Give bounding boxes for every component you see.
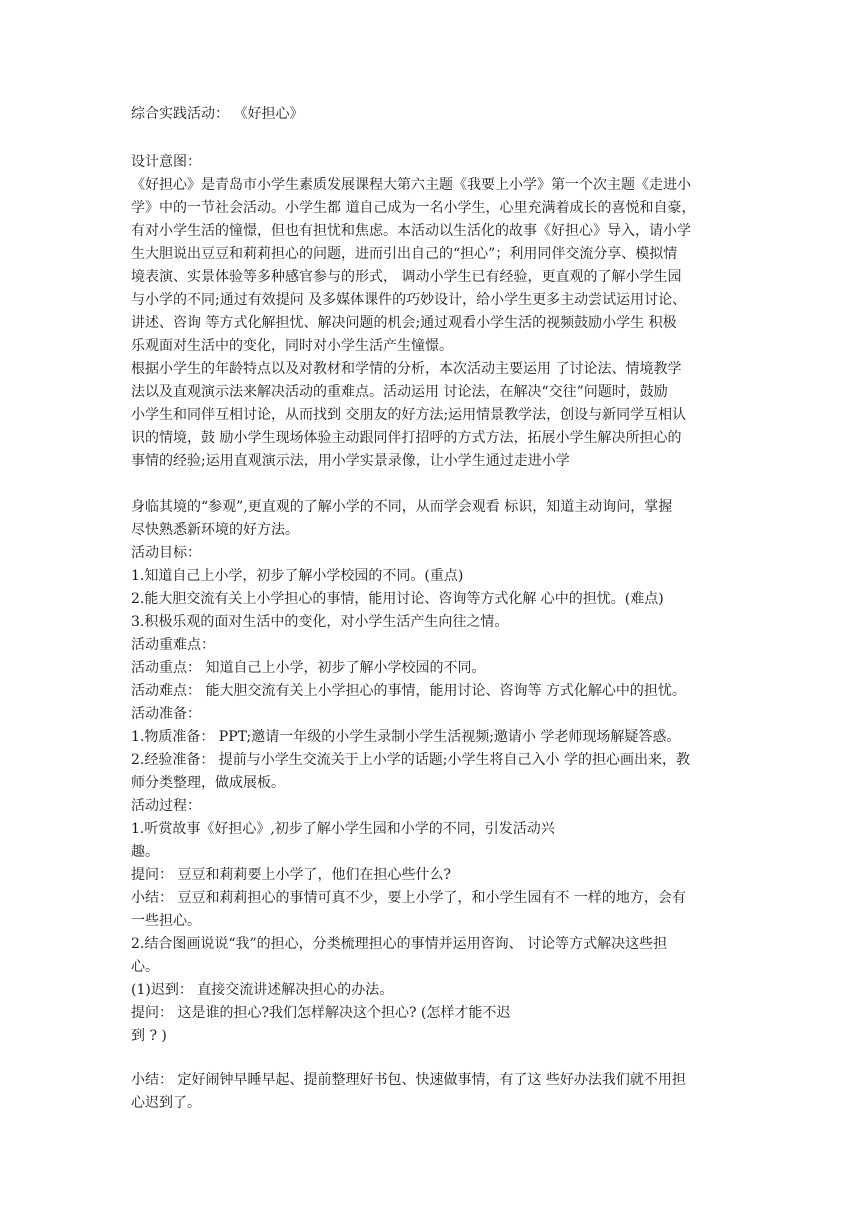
intent-line: 《好担心》是青岛市小学生素质发展课程大第六主题《我要上小学》第一个次主题《走进小 <box>131 177 691 193</box>
process-line: 提问： 豆豆和莉莉要上小学了，他们在担心些什么? <box>131 867 451 883</box>
intent-line: 根据小学生的年龄特点以及对教材和学情的分析，本次活动主要运用 了讨论法、情境教学 <box>131 361 682 377</box>
activity-title: 综合实践活动： 《好担心》 <box>131 106 304 122</box>
intent-line: 事情的经验;运用直观演示法，用小学实景录像，让小学生通过走进小学 <box>131 453 570 469</box>
process-line: 提问： 这是谁的担心?我们怎样解决这个担心? (怎样才能不迟 <box>131 1005 511 1021</box>
process-line: 一些担心。 <box>131 913 201 929</box>
process-line: 1.听赏故事《好担心》,初步了解小学生园和小学的不同，引发活动兴 <box>131 821 555 837</box>
intent-line: 生大胆说出豆豆和莉莉担心的问题，进而引出自己的“担心”；利用同伴交流分享、模拟情 <box>131 246 678 262</box>
objective-item: 1.知道自己上小学，初步了解小学校园的不同。(重点) <box>131 568 464 584</box>
intent-line: 学》中的一节社会活动。小学生都 道自己成为一名小学生，心里充满着成长的喜悦和自豪， <box>131 200 696 216</box>
section-heading-objectives: 活动目标： <box>131 545 201 561</box>
process-line: 趣。 <box>131 844 159 860</box>
summary-line: 小结： 定好闹钟早睡早起、提前整理好书包、快速做事情，有了这 些好办法我们就不用担 <box>131 1072 686 1088</box>
intent-line: 与小学的不同;通过有效提问 及多媒体课件的巧妙设计，给小学生更多主动尝试运用讨论、 <box>131 292 687 308</box>
preparation-item: 1.物质准备： PPT;邀请一年级的小学生录制小学生活视频;邀请小 学老师现场解疑答惑。 <box>131 729 681 745</box>
process-line: 到 ? ) <box>131 1028 167 1044</box>
section-heading-preparation: 活动准备： <box>131 706 201 722</box>
intent-line: 乐观面对生活中的变化，同时对小学生活产生憧憬。 <box>131 338 453 354</box>
objective-item: 2.能大胆交流有关上小学担心的事情，能用讨论、咨询等方式化解 心中的担忧。(难点) <box>131 591 664 607</box>
process-line: (1)迟到： 直接交流讲述解决担心的办法。 <box>131 982 394 998</box>
body-line: 尽快熟悉新环境的好方法。 <box>131 522 299 538</box>
intent-line: 有对小学生活的憧憬，但也有担忧和焦虑。本活动以生活化的故事《好担心》导入，请小学 <box>131 223 691 239</box>
intent-line: 境表演、实景体验等多种感官参与的形式， 调动小学生已有经验，更直观的了解小学生园 <box>131 269 682 285</box>
intent-line: 法以及直观演示法来解决活动的重难点。活动运用 讨论法，在解决“交往”问题时，鼓励 <box>131 384 668 400</box>
intent-heading: 设计意图： <box>131 154 201 170</box>
intent-line: 小学生和同伴互相讨论，从而找到 交朋友的好方法;运用情景教学法，创设与新同学互相认 <box>131 407 687 423</box>
key-point-item: 活动难点： 能大胆交流有关上小学担心的事情，能用讨论、咨询等 方式化解心中的担忧。 <box>131 683 686 699</box>
intent-line: 识的情境，鼓 励小学生现场体验主动跟同伴打招呼的方式方法，拓展小学生解决所担心的 <box>131 430 682 446</box>
intent-line: 讲述、咨询 等方式化解担忧、解决问题的机会;通过观看小学生活的视频鼓励小学生 积极 <box>131 315 677 331</box>
objective-item: 3.积极乐观的面对生活中的变化，对小学生活产生向往之情。 <box>131 614 509 630</box>
section-heading-key-points: 活动重难点： <box>131 637 215 653</box>
section-heading-process: 活动过程： <box>131 798 201 814</box>
summary-line: 心迟到了。 <box>131 1095 201 1111</box>
key-point-item: 活动重点： 知道自己上小学，初步了解小学校园的不同。 <box>131 660 486 676</box>
preparation-item: 师分类整理，做成展板。 <box>131 775 285 791</box>
process-line: 小结： 豆豆和莉莉担心的事情可真不少，要上小学了，和小学生园有不 一样的地方，会有 <box>131 890 686 906</box>
process-line: 2.结合图画说说“我”的担心，分类梳理担心的事情并运用咨询、 讨论等方式解决这些担 <box>131 936 668 952</box>
process-line: 心。 <box>131 959 159 975</box>
body-line: 身临其境的“参观”,更直观的了解小学的不同，从而学会观看 标识，知道主动询问，掌握 <box>131 499 673 515</box>
preparation-item: 2.经验准备： 提前与小学生交流关于上小学的话题;小学生将自己入小 学的担心画出来，教 <box>131 752 690 768</box>
